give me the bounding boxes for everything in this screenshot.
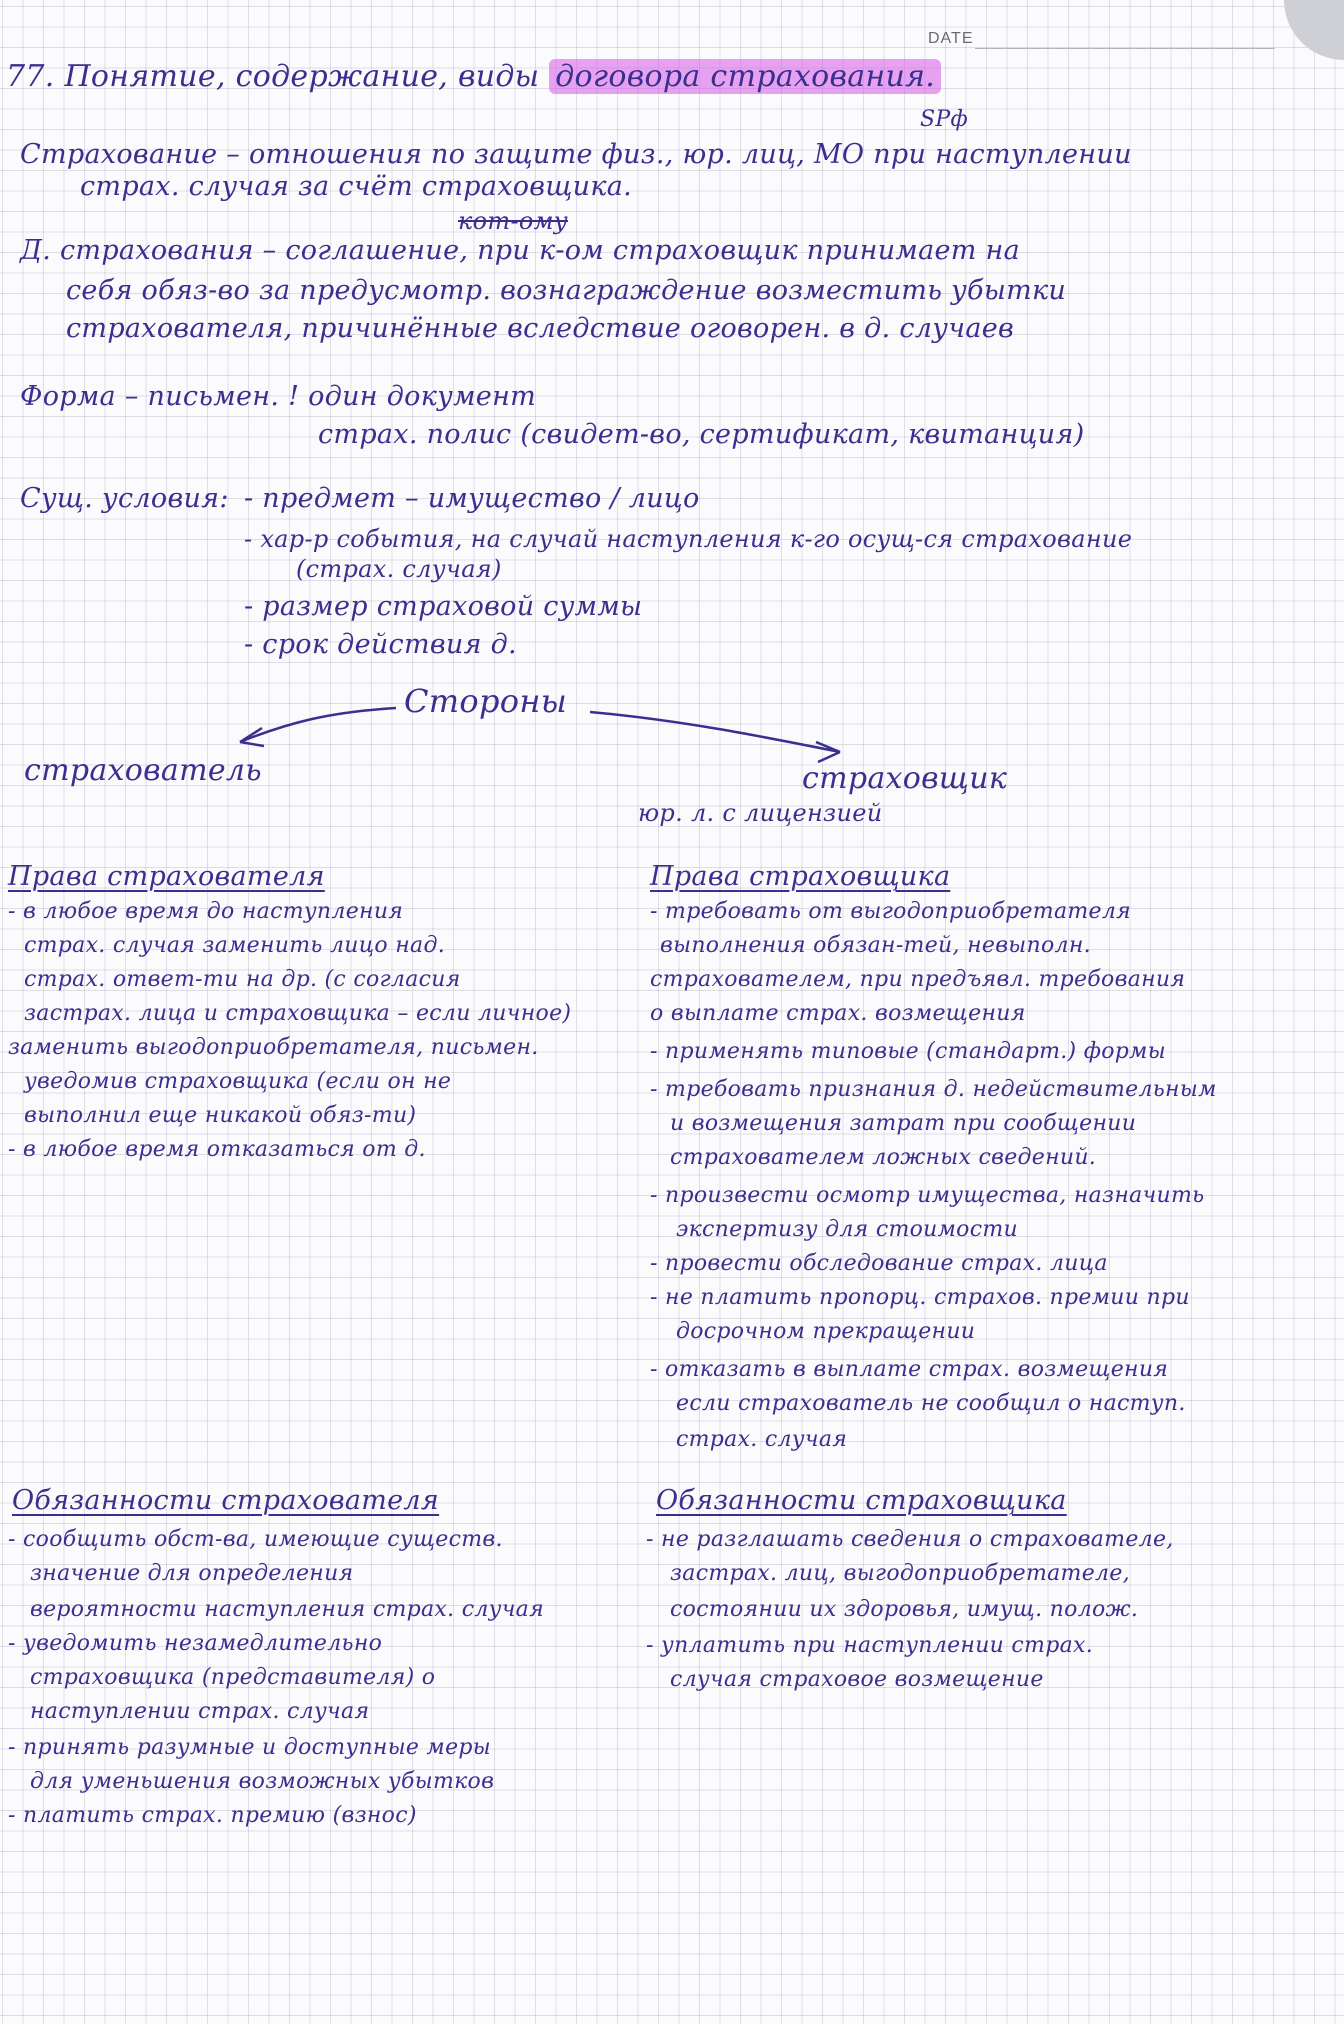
arrow-to-insured-head — [240, 728, 264, 746]
duties-insured-line: - уведомить незамедлительно — [8, 1631, 383, 1656]
title-number: 77. — [6, 59, 55, 94]
rights-insured-line: страх. ответ-ти на др. (с согласия — [24, 967, 461, 992]
definition-contract-line-3: страхователя, причинённые вследствие оговорен. в д. случаев — [66, 313, 1015, 344]
duties-insured-line: - принять разумные и доступные меры — [8, 1735, 492, 1760]
rights-insurer-line: досрочном прекращении — [676, 1319, 976, 1344]
essential-term-item: - хар-р события, на случай наступления к-го осущ-ся страхование — [244, 525, 1133, 553]
form-line-2: страх. полис (свидет-во, сертификат, квитанция) — [318, 419, 1085, 450]
date-line — [975, 48, 1275, 49]
rights-insurer-line: о выплате страх. возмещения — [650, 1001, 1026, 1026]
party-insurer: страховщик — [802, 761, 1008, 796]
essential-term-item: - размер страховой суммы — [244, 591, 643, 622]
rights-insurer-line: - провести обследование страх. лица — [650, 1251, 1108, 1276]
duties-insured-heading: Обязанности страхователя — [12, 1485, 440, 1516]
rights-insurer-line: страхователем ложных сведений. — [670, 1145, 1097, 1170]
duties-insured-line: страховщика (представителя) о — [30, 1665, 436, 1690]
form-line-1: Форма – письмен. ! один документ — [20, 381, 537, 412]
rights-insurer-line: если страхователь не сообщил о наступ. — [676, 1391, 1186, 1416]
title-text: Понятие, содержание, виды — [64, 59, 540, 94]
essential-term-item: - срок действия д. — [244, 629, 517, 660]
rights-insured-line: - в любое время отказаться от д. — [8, 1137, 426, 1162]
essential-term-item: (страх. случая) — [296, 555, 502, 583]
duties-insured-line: для уменьшения возможных убытков — [30, 1769, 495, 1794]
rights-insurer-line: выполнения обязан-тей, невыполн. — [660, 933, 1091, 958]
rights-insurer-line: - отказать в выплате страх. возмещения — [650, 1357, 1169, 1382]
rights-insured-line: - в любое время до наступления — [8, 899, 404, 924]
rights-insured-line: выполнил еще никакой обяз-ти) — [24, 1103, 417, 1128]
rights-insurer-line: страхователем, при предъявл. требования — [650, 967, 1186, 992]
corner-note: SPф — [920, 107, 968, 132]
arrow-to-insured — [240, 708, 396, 742]
essential-term-item: - предмет – имущество / лицо — [244, 483, 700, 514]
rights-insurer-line: - применять типовые (стандарт.) формы — [650, 1039, 1166, 1064]
binder-corner — [1284, 0, 1344, 60]
rights-insured-heading: Права страхователя — [8, 861, 325, 892]
rights-insurer-line: экспертизу для стоимости — [676, 1217, 1018, 1242]
rights-insurer-heading: Права страховщика — [650, 861, 951, 892]
duties-insurer-line: состоянии их здоровья, имущ. полож. — [670, 1597, 1139, 1622]
rights-insured-line: страх. случая заменить лицо над. — [24, 933, 446, 958]
parties-heading: Стороны — [404, 682, 568, 720]
arrow-to-insurer — [590, 712, 840, 752]
duties-insurer-line: застрах. лиц, выгодоприобретателе, — [670, 1561, 1130, 1586]
duties-insurer-line: - не разглашать сведения о страхователе, — [646, 1527, 1174, 1552]
rights-insurer-line: - требовать признания д. недействительным — [650, 1077, 1217, 1102]
definition-insurance-line-2: страх. случая за счёт страховщика. — [80, 171, 633, 202]
title-highlight: договора страхования. — [549, 59, 941, 94]
party-insurer-note: юр. л. с лицензией — [638, 799, 883, 827]
duties-insured-line: - сообщить обст-ва, имеющие существ. — [8, 1527, 503, 1552]
duties-insured-line: значение для определения — [30, 1561, 354, 1586]
rights-insured-line: застрах. лица и страховщика – если личное) — [24, 1001, 572, 1026]
duties-insured-line: вероятности наступления страх. случая — [30, 1597, 544, 1622]
rights-insurer-line: - требовать от выгодоприобретателя — [650, 899, 1132, 924]
duties-insured-line: наступлении страх. случая — [30, 1699, 370, 1724]
definition-contract-line-2: себя обяз-во за предусмотр. вознаграждение возместить убытки — [66, 275, 1067, 306]
page-title — [6, 60, 941, 93]
date-label: DATE — [928, 30, 974, 47]
duties-insurer-line: - уплатить при наступлении страх. — [646, 1633, 1094, 1658]
rights-insurer-line: и возмещения затрат при сообщении — [670, 1111, 1137, 1136]
rights-insured-line: заменить выгодоприобретателя, письмен. — [8, 1035, 539, 1060]
definition-contract-line-1: Д. страхования – соглашение, при к-ом страховщик принимает на — [20, 235, 1021, 266]
duties-insurer-heading: Обязанности страховщика — [656, 1485, 1067, 1516]
party-insured: страхователь — [24, 753, 262, 788]
rights-insurer-line: - не платить пропорц. страхов. премии при — [650, 1285, 1190, 1310]
rights-insured-line: уведомив страховщика (если он не — [24, 1069, 452, 1094]
arrow-to-insurer-head — [816, 742, 840, 762]
rights-insurer-line: страх. случая — [676, 1427, 848, 1452]
duties-insurer-line: случая страховое возмещение — [670, 1667, 1044, 1692]
essential-terms-label: Сущ. условия: — [20, 483, 229, 514]
definition-insurance-line-1: Страхование – отношения по защите физ., юр. лиц, МО при наступлении — [20, 139, 1132, 170]
rights-insurer-line: - произвести осмотр имущества, назначить — [650, 1183, 1205, 1208]
crossed-out-word: кот-ому — [458, 207, 569, 235]
duties-insured-line: - платить страх. премию (взнос) — [8, 1803, 417, 1828]
